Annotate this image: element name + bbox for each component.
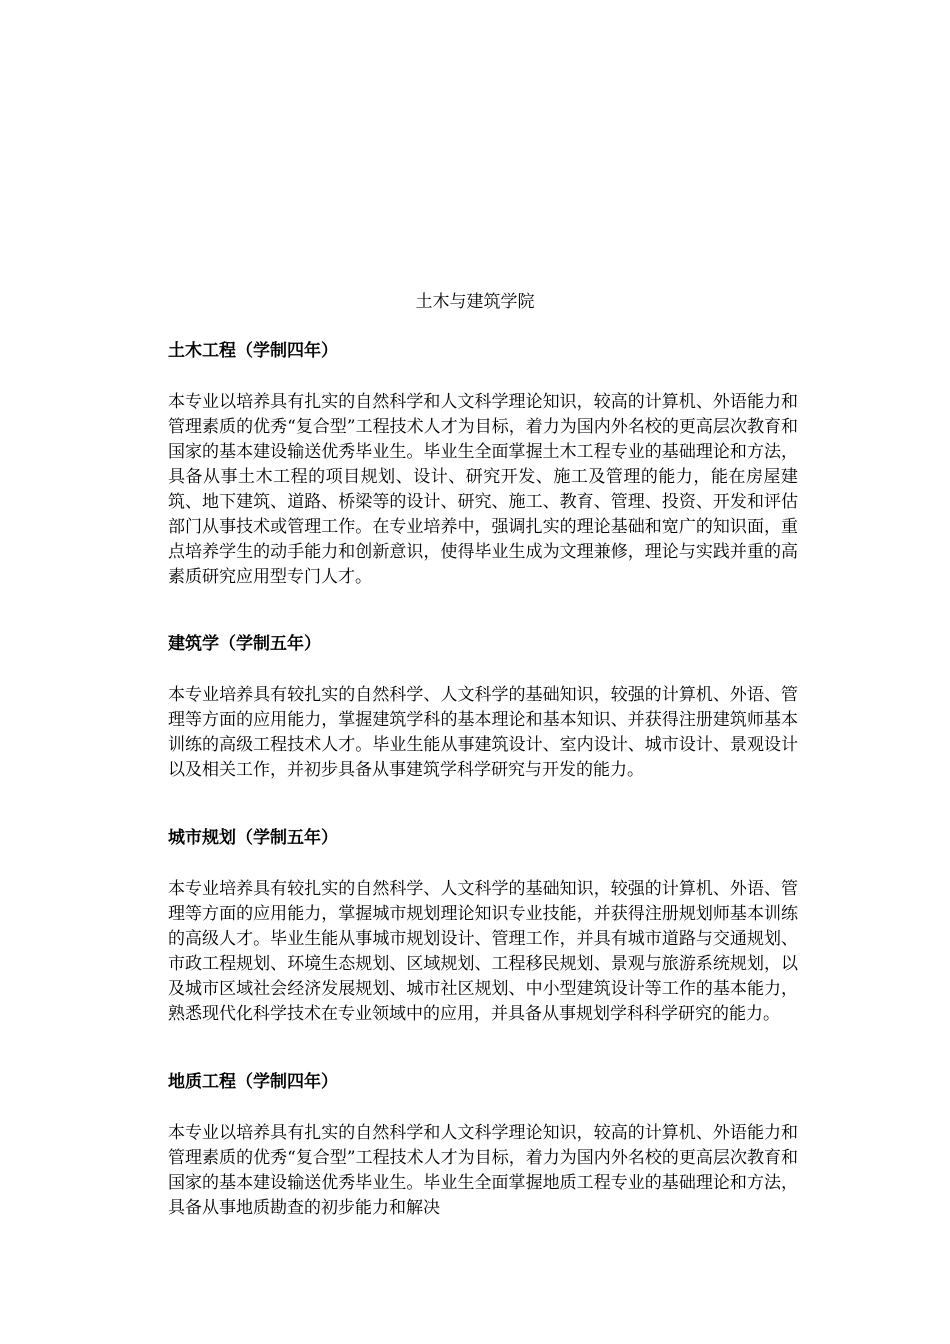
section-body: 本专业以培养具有扎实的自然科学和人文科学理论知识，较高的计算机、外语能力和管理素质的优秀“复合型”工程技术人才为目标，着力为国内外名校的更高层次教育和国家的基本建设输送优秀毕业生。毕业生全面掌握土木工程专业的基础理论和方法，具备从事土木工程的项目规划、设计、研究开发、施工及管理的能力，能在房屋建筑、地下建筑、道路、桥梁等的设计、研究、施工、教育、管理、投资、开发和评估部门从事技术或管理工作。在专业培养中，强调扎实的理论基础和宽广的知识面，重点培养学生的动手能力和创新意识，使得毕业生成为文理兼修，理论与实践并重的高素质研究应用型专门人才。 [168, 392, 798, 587]
section-geological-engineering [168, 1070, 798, 1321]
section-architecture [168, 632, 798, 783]
page-title: 土木与建筑学院 [415, 292, 535, 312]
section-heading: 城市规划（学制五年） [168, 828, 338, 848]
section-urban-planning [168, 826, 798, 1027]
section-body: 本专业培养具有较扎实的自然科学、人文科学的基础知识，较强的计算机、外语、管理等方面的应用能力，掌握建筑学科的基本理论和基本知识、并获得注册建筑师基本训练的高级工程技术人才。毕业生能从事建筑设计、室内设计、城市设计、景观设计以及相关工作，并初步具备从事建筑学科学研究与开发的能力。 [168, 685, 798, 780]
section-heading: 建筑学（学制五年） [168, 634, 321, 654]
section-body: 本专业培养具有较扎实的自然科学、人文科学的基础知识，较强的计算机、外语、管理等方面的应用能力，掌握城市规划理论知识专业技能，并获得注册规划师基本训练的高级人才。毕业生能从事城市规划设计、管理工作，并具有城市道路与交通规划、市政工程规划、环境生态规划、区域规划、工程移民规划、景观与旅游系统规划，以及城市区域社会经济发展规划、城市社区规划、中小型建筑设计等工作的基本能力，熟悉现代化科学技术在专业领域中的应用，并具备从事规划学科科学研究的能力。 [168, 879, 798, 1024]
section-heading: 土木工程（学制四年） [168, 341, 338, 361]
section-body: 本专业以培养具有扎实的自然科学和人文科学理论知识，较高的计算机、外语能力和管理素质的优秀“复合型”工程技术人才为目标，着力为国内外名校的更高层次教育和国家的基本建设输送优秀毕业生。毕业生全面掌握地质工程专业的基础理论和方法，具备从事地质勘查的初步能力和解决 [168, 1123, 798, 1218]
section-civil-engineering [168, 339, 798, 590]
section-heading: 地质工程（学制四年） [168, 1072, 338, 1092]
